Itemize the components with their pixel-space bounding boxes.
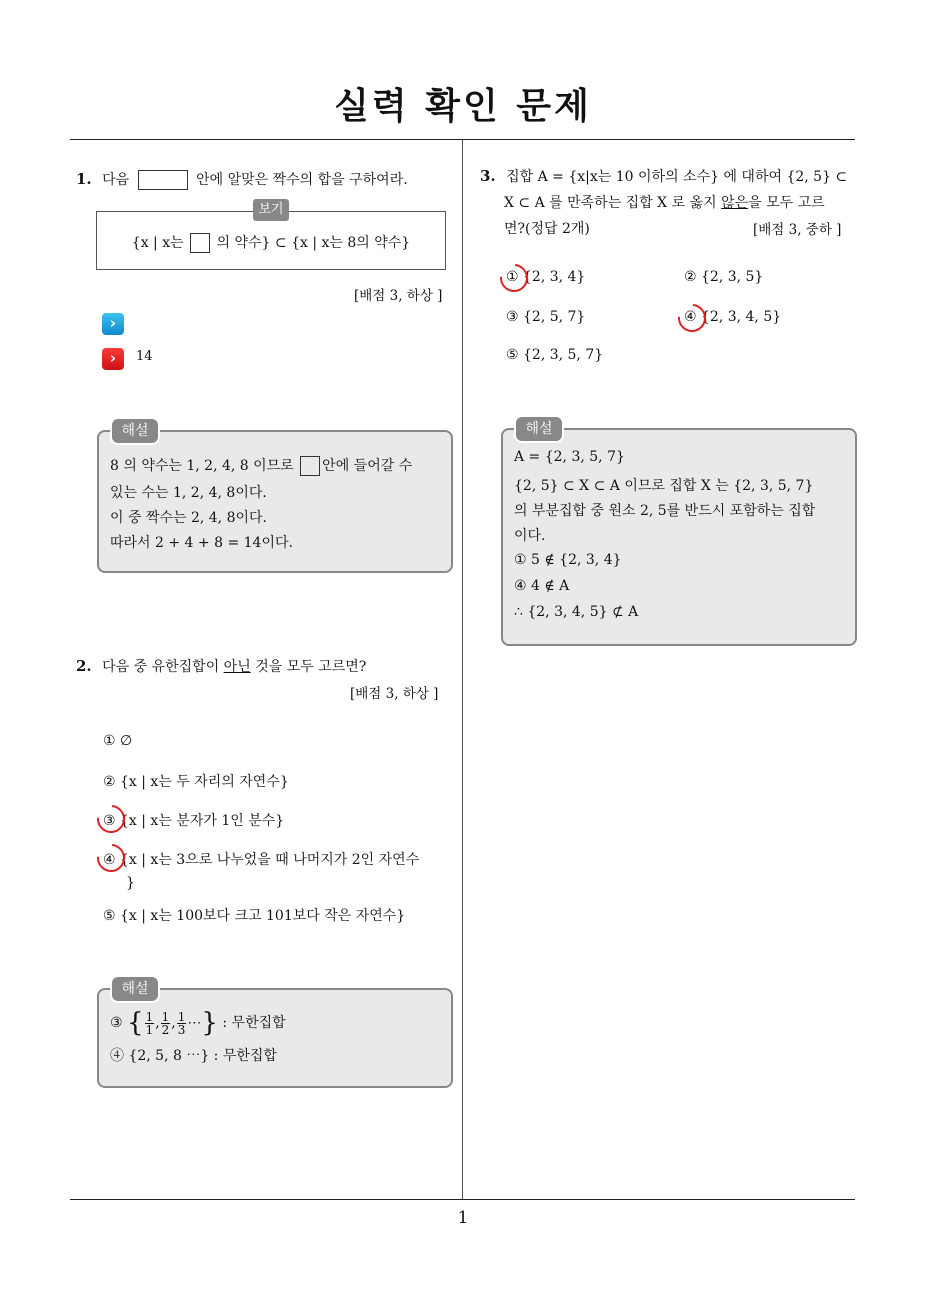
q1-stem (76, 169, 408, 190)
q3-line-2-underlined: 않은 (721, 195, 749, 211)
q1-answer: 14 (136, 349, 153, 364)
q3-number: 3. (480, 167, 496, 185)
q2-expl-l1-pre: ③ (110, 1015, 123, 1031)
q3-line-1: 집합 A = {x|x는 10 이하의 소수} 에 대하여 {2, 5} ⊂ (506, 169, 848, 185)
q1-bogi-text (96, 232, 446, 253)
q3-expl-line-3: 의 부분집합 중 원소 2, 5를 반드시 포함하는 집합 (514, 503, 816, 519)
q2-choice-4[interactable]: ④ {x | x는 3으로 나누었을 때 나머지가 2인 자연수 (103, 852, 420, 868)
q2-number: 2. (76, 657, 92, 675)
q2-explanation-label: 해설 (110, 975, 160, 1003)
q2-expl-l1-post: : 무한집합 (222, 1015, 286, 1031)
q1-blank-box (138, 170, 188, 190)
q1-expl-l1-pre: 8 의 약수는 1, 2, 4, 8 이므로 (110, 458, 294, 474)
q1-number: 1. (76, 170, 92, 188)
q1-expl-blank (300, 456, 320, 476)
q2-choice-1[interactable]: ① ∅ (103, 733, 133, 749)
q3-expl-line-4: 이다. (514, 528, 546, 544)
q1-expl-line-1 (110, 455, 412, 476)
q1-expl-line-3: 이 중 짝수는 2, 4, 8이다. (110, 510, 267, 526)
q2-choice-5[interactable]: ⑤ {x | x는 100보다 크고 101보다 작은 자연수} (103, 908, 406, 924)
q2-choice-4-cont: } (126, 875, 135, 891)
q2-explanation-box (97, 988, 453, 1088)
footer-rule (70, 1199, 855, 1200)
q3-choice-3[interactable]: ③ {2, 5, 7} (506, 309, 586, 325)
q2-expl-line-1: ③ { $\frac{1}{1}$ , $\frac{1}{2}$ , $\frac{1}{3}$ ⋯} : 무한집합 (110, 1008, 286, 1038)
q3-line-2-pre: X ⊂ A 를 만족하는 집합 X 로 옳지 (504, 195, 717, 211)
q3-explanation-label: 해설 (514, 415, 564, 443)
q3-stem-line-2 (504, 192, 825, 212)
q3-line-2-post: 을 모두 고르 (748, 195, 825, 211)
q2-choice-3-mark-icon (91, 799, 130, 838)
q3-ref: [배점 3, 중하 ] (753, 222, 842, 238)
q1-expl-line-2: 있는 수는 1, 2, 4, 8이다. (110, 485, 267, 501)
q3-choice-5[interactable]: ⑤ {2, 3, 5, 7} (506, 347, 604, 363)
page-title: 실력 확인 문제 (334, 86, 592, 127)
q2-text-post: 것을 모두 고르면? (255, 659, 367, 675)
q1-expl-l1-post: 안에 들어갈 수 (322, 458, 413, 474)
q3-expl-line-5: ① 5 ∉ {2, 3, 4} (514, 552, 622, 568)
q2-ref: [배점 3, 하상 ] (350, 686, 439, 702)
q1-ref: [배점 3, 하상 ] (354, 288, 443, 304)
page-number: 1 (457, 1208, 469, 1228)
q3-line-3: 면?(정답 2개) (504, 221, 590, 237)
q2-choice-4-mark-icon (91, 838, 130, 877)
q1-bogi-post: 의 약수} ⊂ {x | x는 8의 약수} (216, 235, 411, 251)
q3-expl-line-1: A = {2, 3, 5, 7} (514, 449, 625, 465)
q1-bogi-label: 보기 (253, 199, 289, 221)
q3-choice-4[interactable]: ④ {2, 3, 4, 5} (684, 309, 782, 325)
q2-text-underlined: 아닌 (223, 659, 251, 675)
q1-bogi-pre: {x | x는 (131, 235, 184, 251)
q1-bogi-blank (190, 233, 210, 253)
q2-frac-1: $\frac{1}{1}$ (145, 1009, 154, 1037)
q3-expl-line-7: ∴ {2, 3, 4, 5} ⊄ A (514, 604, 639, 620)
q3-stem-line-1 (480, 166, 847, 186)
q3-choice-1[interactable]: ① {2, 3, 4} (506, 269, 586, 285)
q2-text-pre: 다음 중 유한집합이 (102, 659, 220, 675)
q1-text-before: 다음 (102, 172, 130, 188)
q1-explanation-label: 해설 (110, 417, 160, 445)
q2-frac-2: $\frac{1}{2}$ (161, 1009, 170, 1037)
q3-choice-4-mark-icon (672, 298, 711, 337)
arrow-right-red-icon[interactable]: › (102, 348, 124, 370)
q1-text-after: 안에 알맞은 짝수의 합을 구하여라. (196, 172, 408, 188)
q2-frac-3: $\frac{1}{3}$ (177, 1009, 186, 1037)
q3-expl-line-2: {2, 5} ⊂ X ⊂ A 이므로 집합 X 는 {2, 3, 5, 7} (514, 478, 814, 494)
q3-choice-2[interactable]: ② {2, 3, 5} (684, 269, 764, 285)
q2-choice-2[interactable]: ② {x | x는 두 자리의 자연수} (103, 774, 289, 790)
q2-expl-line-2: ④ {2, 5, 8 ⋯} : 무한집합 (110, 1048, 277, 1064)
q1-expl-line-4: 따라서 2 + 4 + 8 = 14이다. (110, 535, 293, 551)
q2-stem (76, 656, 366, 676)
column-divider (462, 140, 463, 1200)
q2-choice-3[interactable]: ③ {x | x는 분자가 1인 분수} (103, 813, 285, 829)
q3-choice-1-mark-icon (494, 258, 533, 297)
arrow-right-blue-icon[interactable]: › (102, 313, 124, 335)
q3-expl-line-6: ④ 4 ∉ A (514, 578, 570, 594)
